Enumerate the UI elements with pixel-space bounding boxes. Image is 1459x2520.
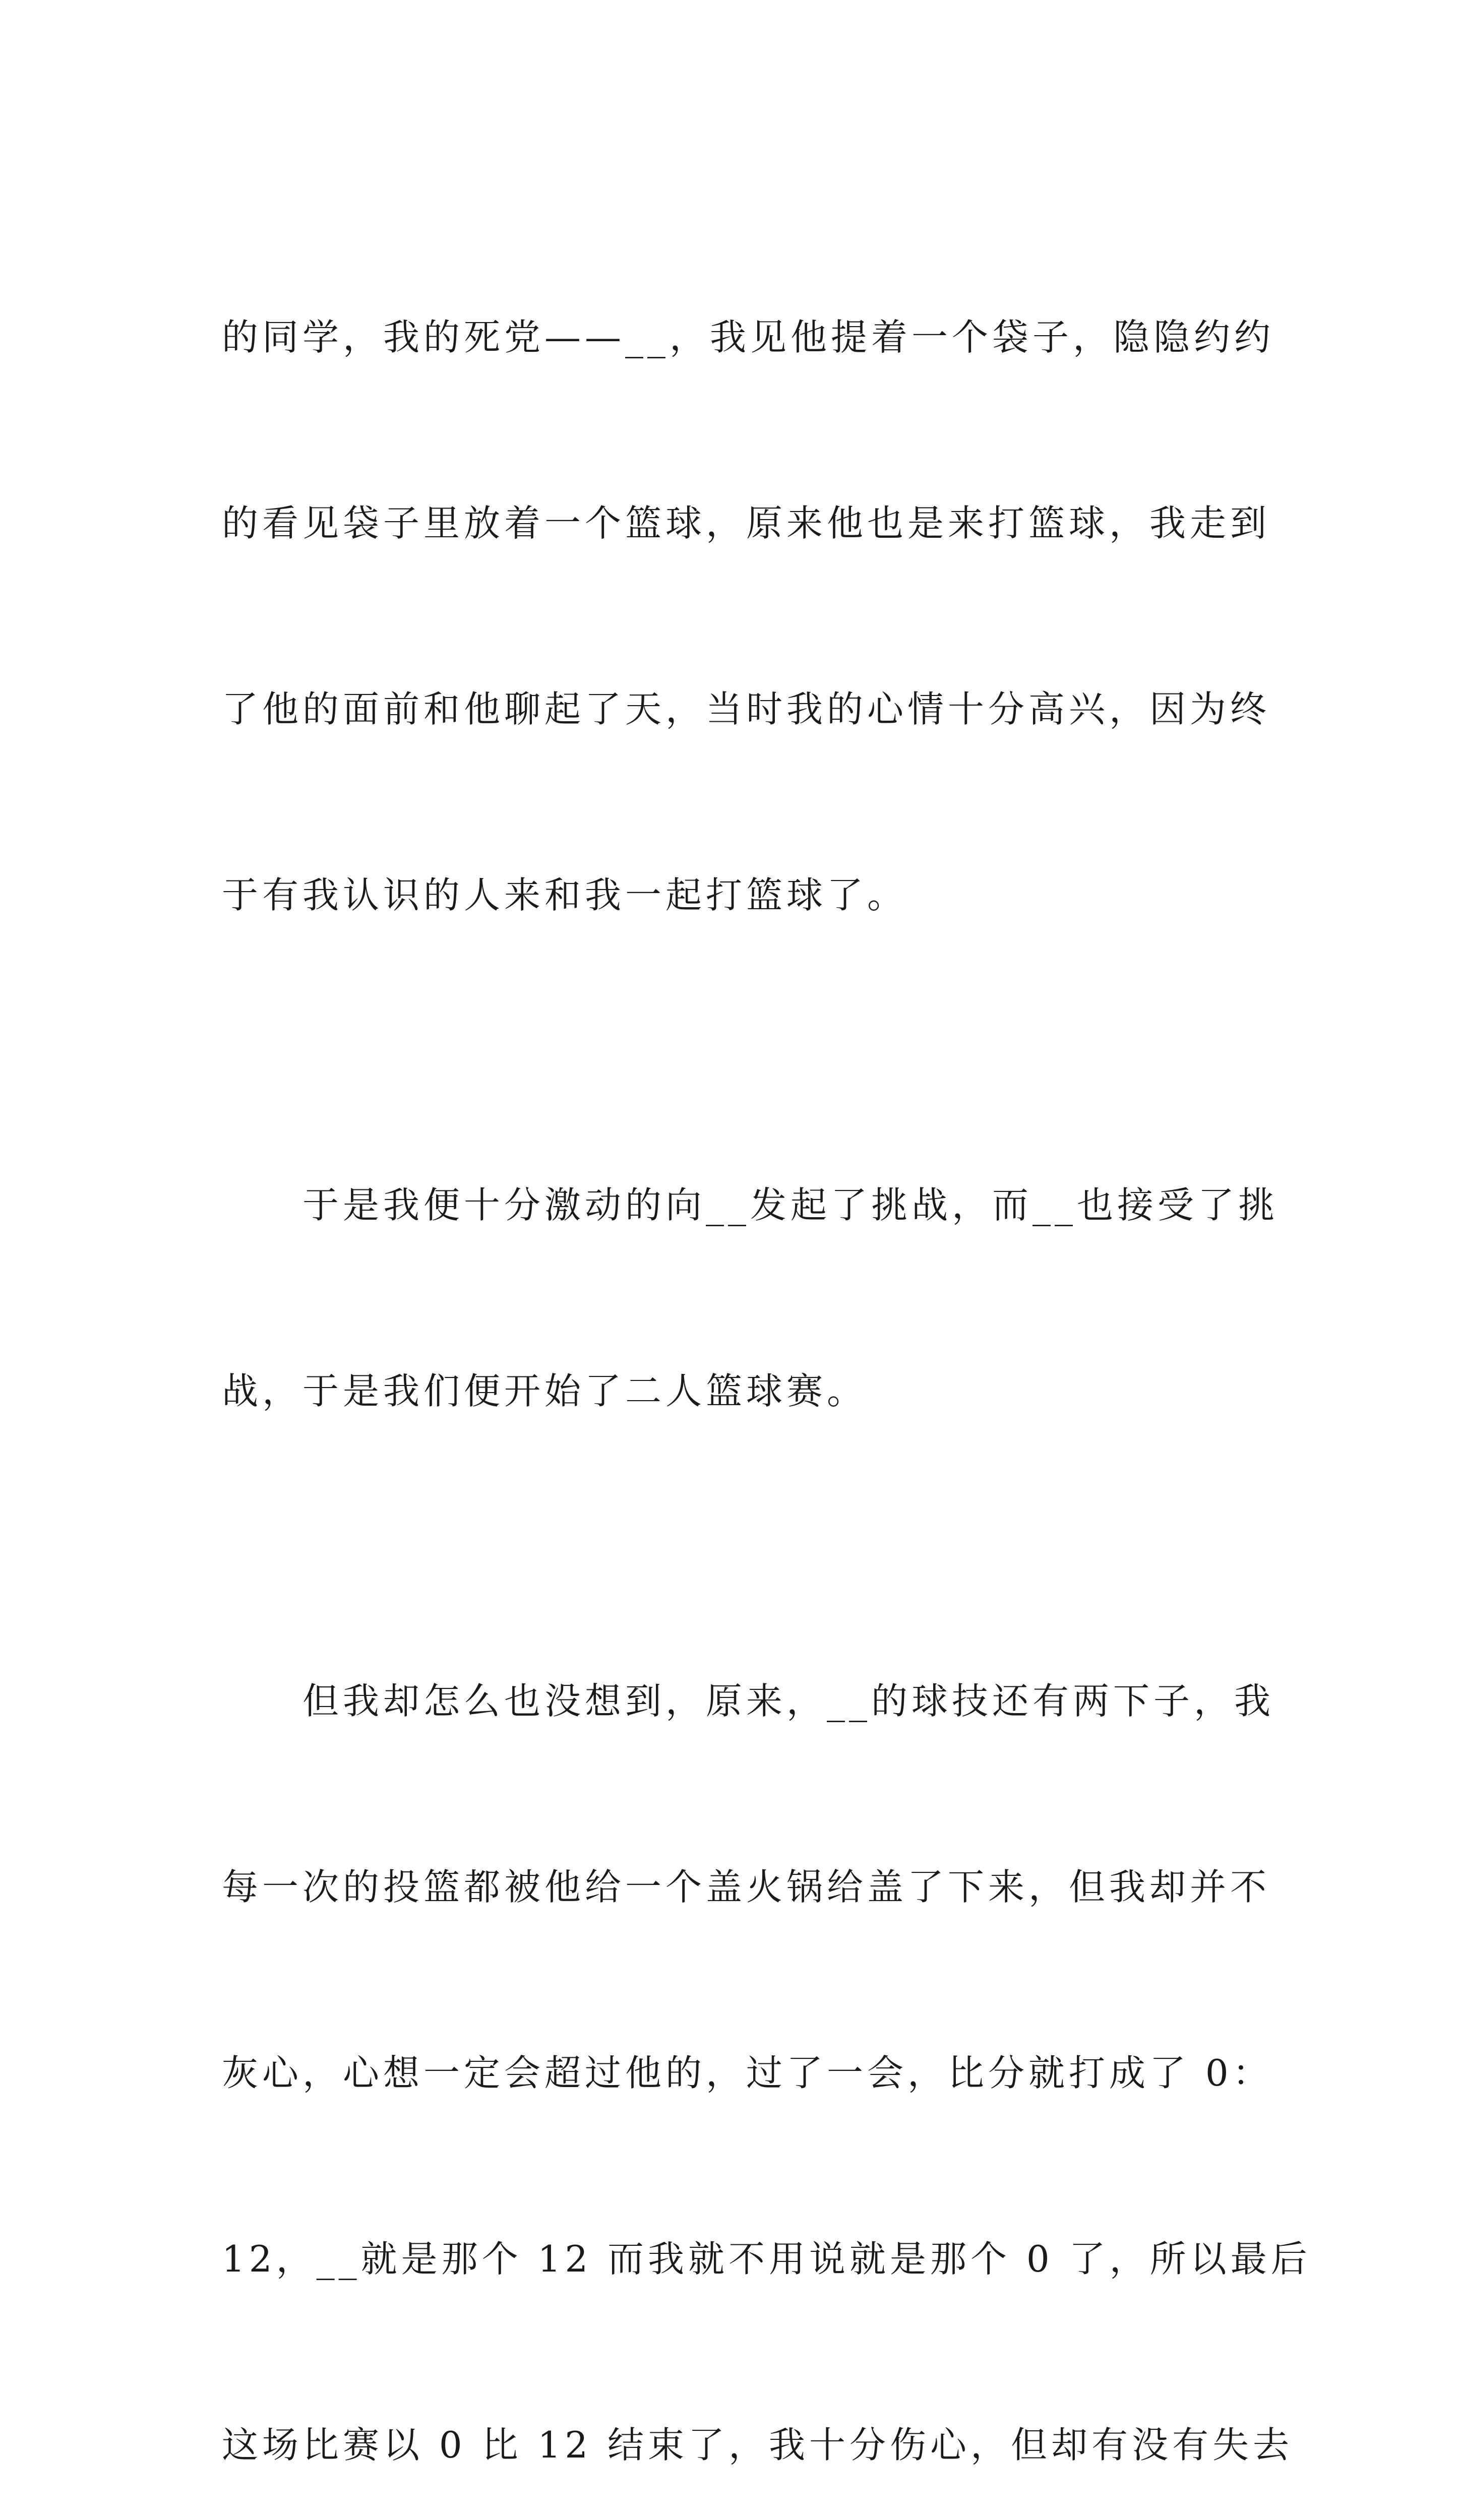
text-line: 于有我认识的人来和我一起打篮球了。 [222,874,908,916]
text-line: 了他的面前和他聊起了天，当时我的心情十分高兴，因为终 [222,688,1271,730]
text-line: 战，于是我们便开始了二人篮球赛。 [222,1370,868,1412]
text-line: 这场比赛以 0 比 12 结束了，我十分伤心，但却有没有失去 [222,2424,1293,2466]
text-line: 灰心，心想一定会超过他的，过了一会，比分就打成了 0： [222,2052,1273,2094]
paragraph-1 [222,182,1275,1050]
text-line: 每一次的投篮都被他给一个盖火锅给盖了下来，但我却并不 [222,1866,1271,1908]
text-line: 但我却怎么也没想到，原来，__的球技还有两下子，我 [222,1680,1275,1722]
paragraph-3 [222,1546,1311,2520]
document-body [222,182,1311,2520]
text-line: 12，__就是那个 12 而我就不用说就是那个 0 了，所以最后 [222,2238,1311,2280]
text-line: 于是我便十分激动的向__发起了挑战，而__也接受了挑 [222,1184,1279,1226]
text-line: 的同学，我的死党——__，我见他提着一个袋子，隐隐约约 [222,316,1275,358]
paragraph-2 [222,1050,1279,1546]
text-line: 的看见袋子里放着一个篮球，原来他也是来打篮球，我走到 [222,502,1271,544]
